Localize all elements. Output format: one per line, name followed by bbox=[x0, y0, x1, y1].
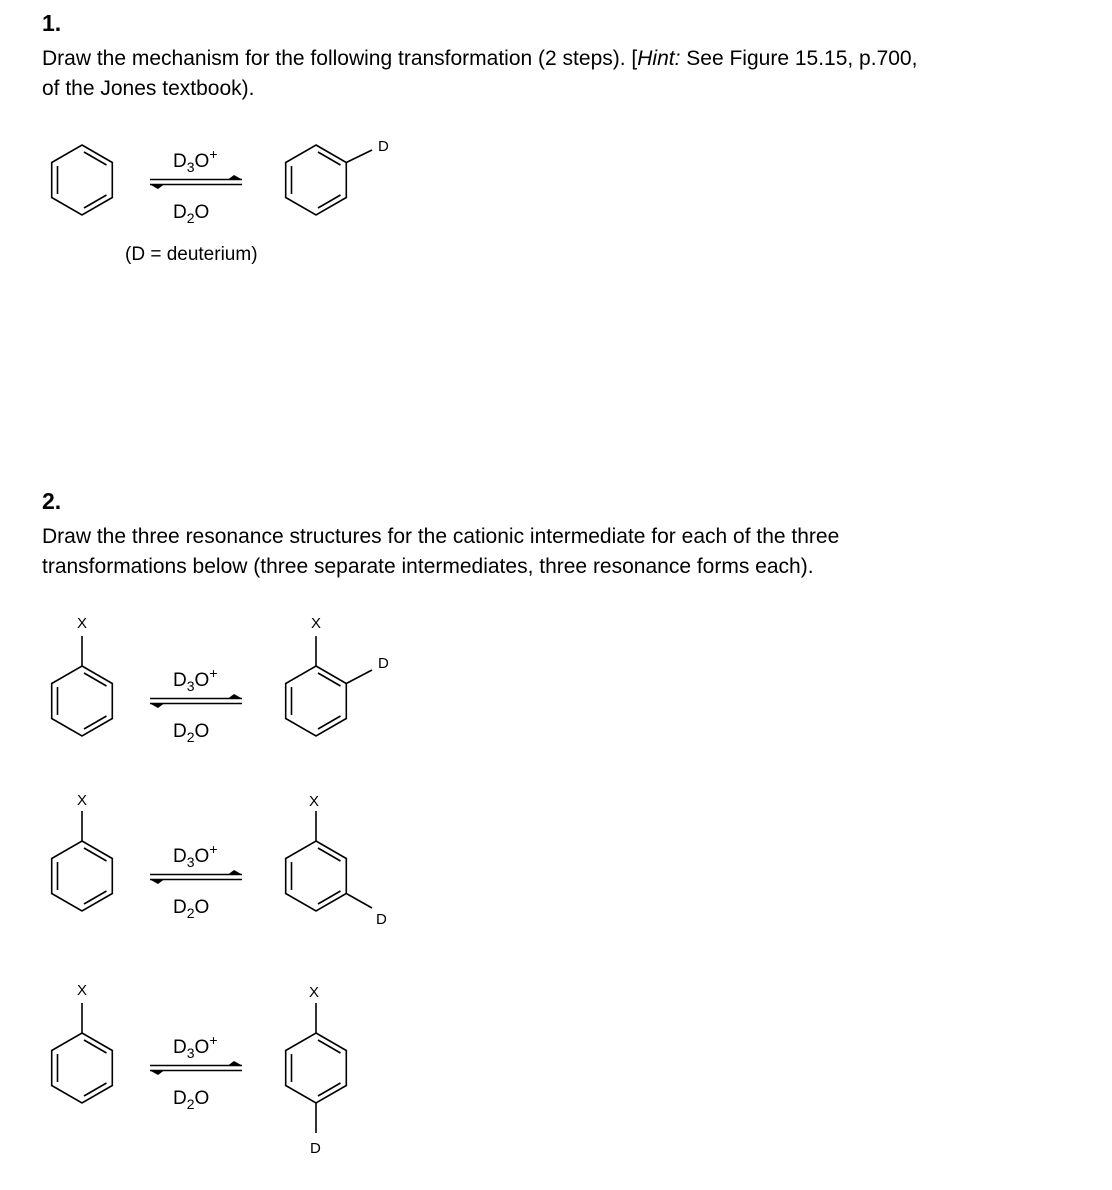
q2a-reagent-bottom: $D_2O$ bbox=[173, 721, 210, 745]
q2a-product-x: X bbox=[311, 615, 322, 632]
q2a-equilibrium-arrow bbox=[150, 694, 242, 708]
q1-reactant-benzene bbox=[52, 145, 113, 215]
q2-reaction-meta bbox=[52, 792, 387, 928]
q2c-reagent-top: $D_3O^+$ bbox=[173, 1032, 218, 1061]
question-1-line-2: of the Jones textbook). bbox=[42, 77, 255, 100]
question-2-number: 2. bbox=[42, 488, 62, 514]
q2a-deuterium: D bbox=[378, 655, 389, 672]
q1-deuterium-label: D bbox=[378, 138, 389, 155]
q2a-product-ring bbox=[286, 666, 347, 736]
q2c-deuterium: D bbox=[310, 1140, 321, 1157]
q2b-reactant-ring bbox=[52, 841, 113, 911]
q2b-c-d-bond bbox=[346, 894, 372, 909]
q2b-reagent-top: $D_3O^+$ bbox=[173, 841, 218, 870]
q2b-product-ring bbox=[286, 841, 347, 911]
q2a-reagent-top: $D_3O^+$ bbox=[173, 665, 218, 694]
q2b-product-x: X bbox=[309, 793, 320, 810]
hint-label: Hint: bbox=[637, 47, 681, 70]
q2c-reactant-x: X bbox=[77, 982, 88, 999]
q2c-reactant-ring bbox=[52, 1033, 113, 1103]
question-2-line-1: Draw the three resonance structures for the cationic intermediate for each of the three bbox=[42, 525, 840, 548]
q1-reagent-top: $D_3O^+$ bbox=[173, 146, 218, 175]
question-1-number: 1. bbox=[42, 10, 62, 36]
q2b-reagent-bottom: $D_2O$ bbox=[173, 897, 210, 921]
q2a-reactant-x: X bbox=[77, 615, 88, 632]
q2c-product-ring bbox=[286, 1033, 347, 1103]
q1-deuterium-note: (D = deuterium) bbox=[125, 244, 258, 265]
q2b-equilibrium-arrow bbox=[150, 870, 242, 884]
q2-reaction-ortho bbox=[52, 615, 389, 745]
q2a-reactant-ring bbox=[52, 666, 113, 736]
q2a-c-d-bond bbox=[346, 670, 372, 684]
q1-equilibrium-arrow bbox=[150, 175, 242, 189]
q1-c-d-bond bbox=[346, 150, 372, 163]
question-1-line-1: Draw the mechanism for the following transformation (2 steps). [Hint: See Figure 15.15, p.700, bbox=[42, 47, 918, 70]
q2-reaction-para bbox=[52, 982, 347, 1157]
q2b-deuterium: D bbox=[376, 911, 387, 928]
q2b-reactant-x: X bbox=[77, 792, 88, 809]
q1-reaction bbox=[52, 138, 389, 265]
q2c-equilibrium-arrow bbox=[150, 1061, 242, 1075]
q2c-reagent-bottom: $D_2O$ bbox=[173, 1088, 210, 1112]
question-2-line-2: transformations below (three separate intermediates, three resonance forms each). bbox=[42, 555, 814, 578]
q2c-product-x: X bbox=[309, 984, 320, 1001]
q1-reagent-bottom: $D_2O$ bbox=[173, 202, 210, 226]
q1-product-benzene bbox=[286, 145, 347, 215]
